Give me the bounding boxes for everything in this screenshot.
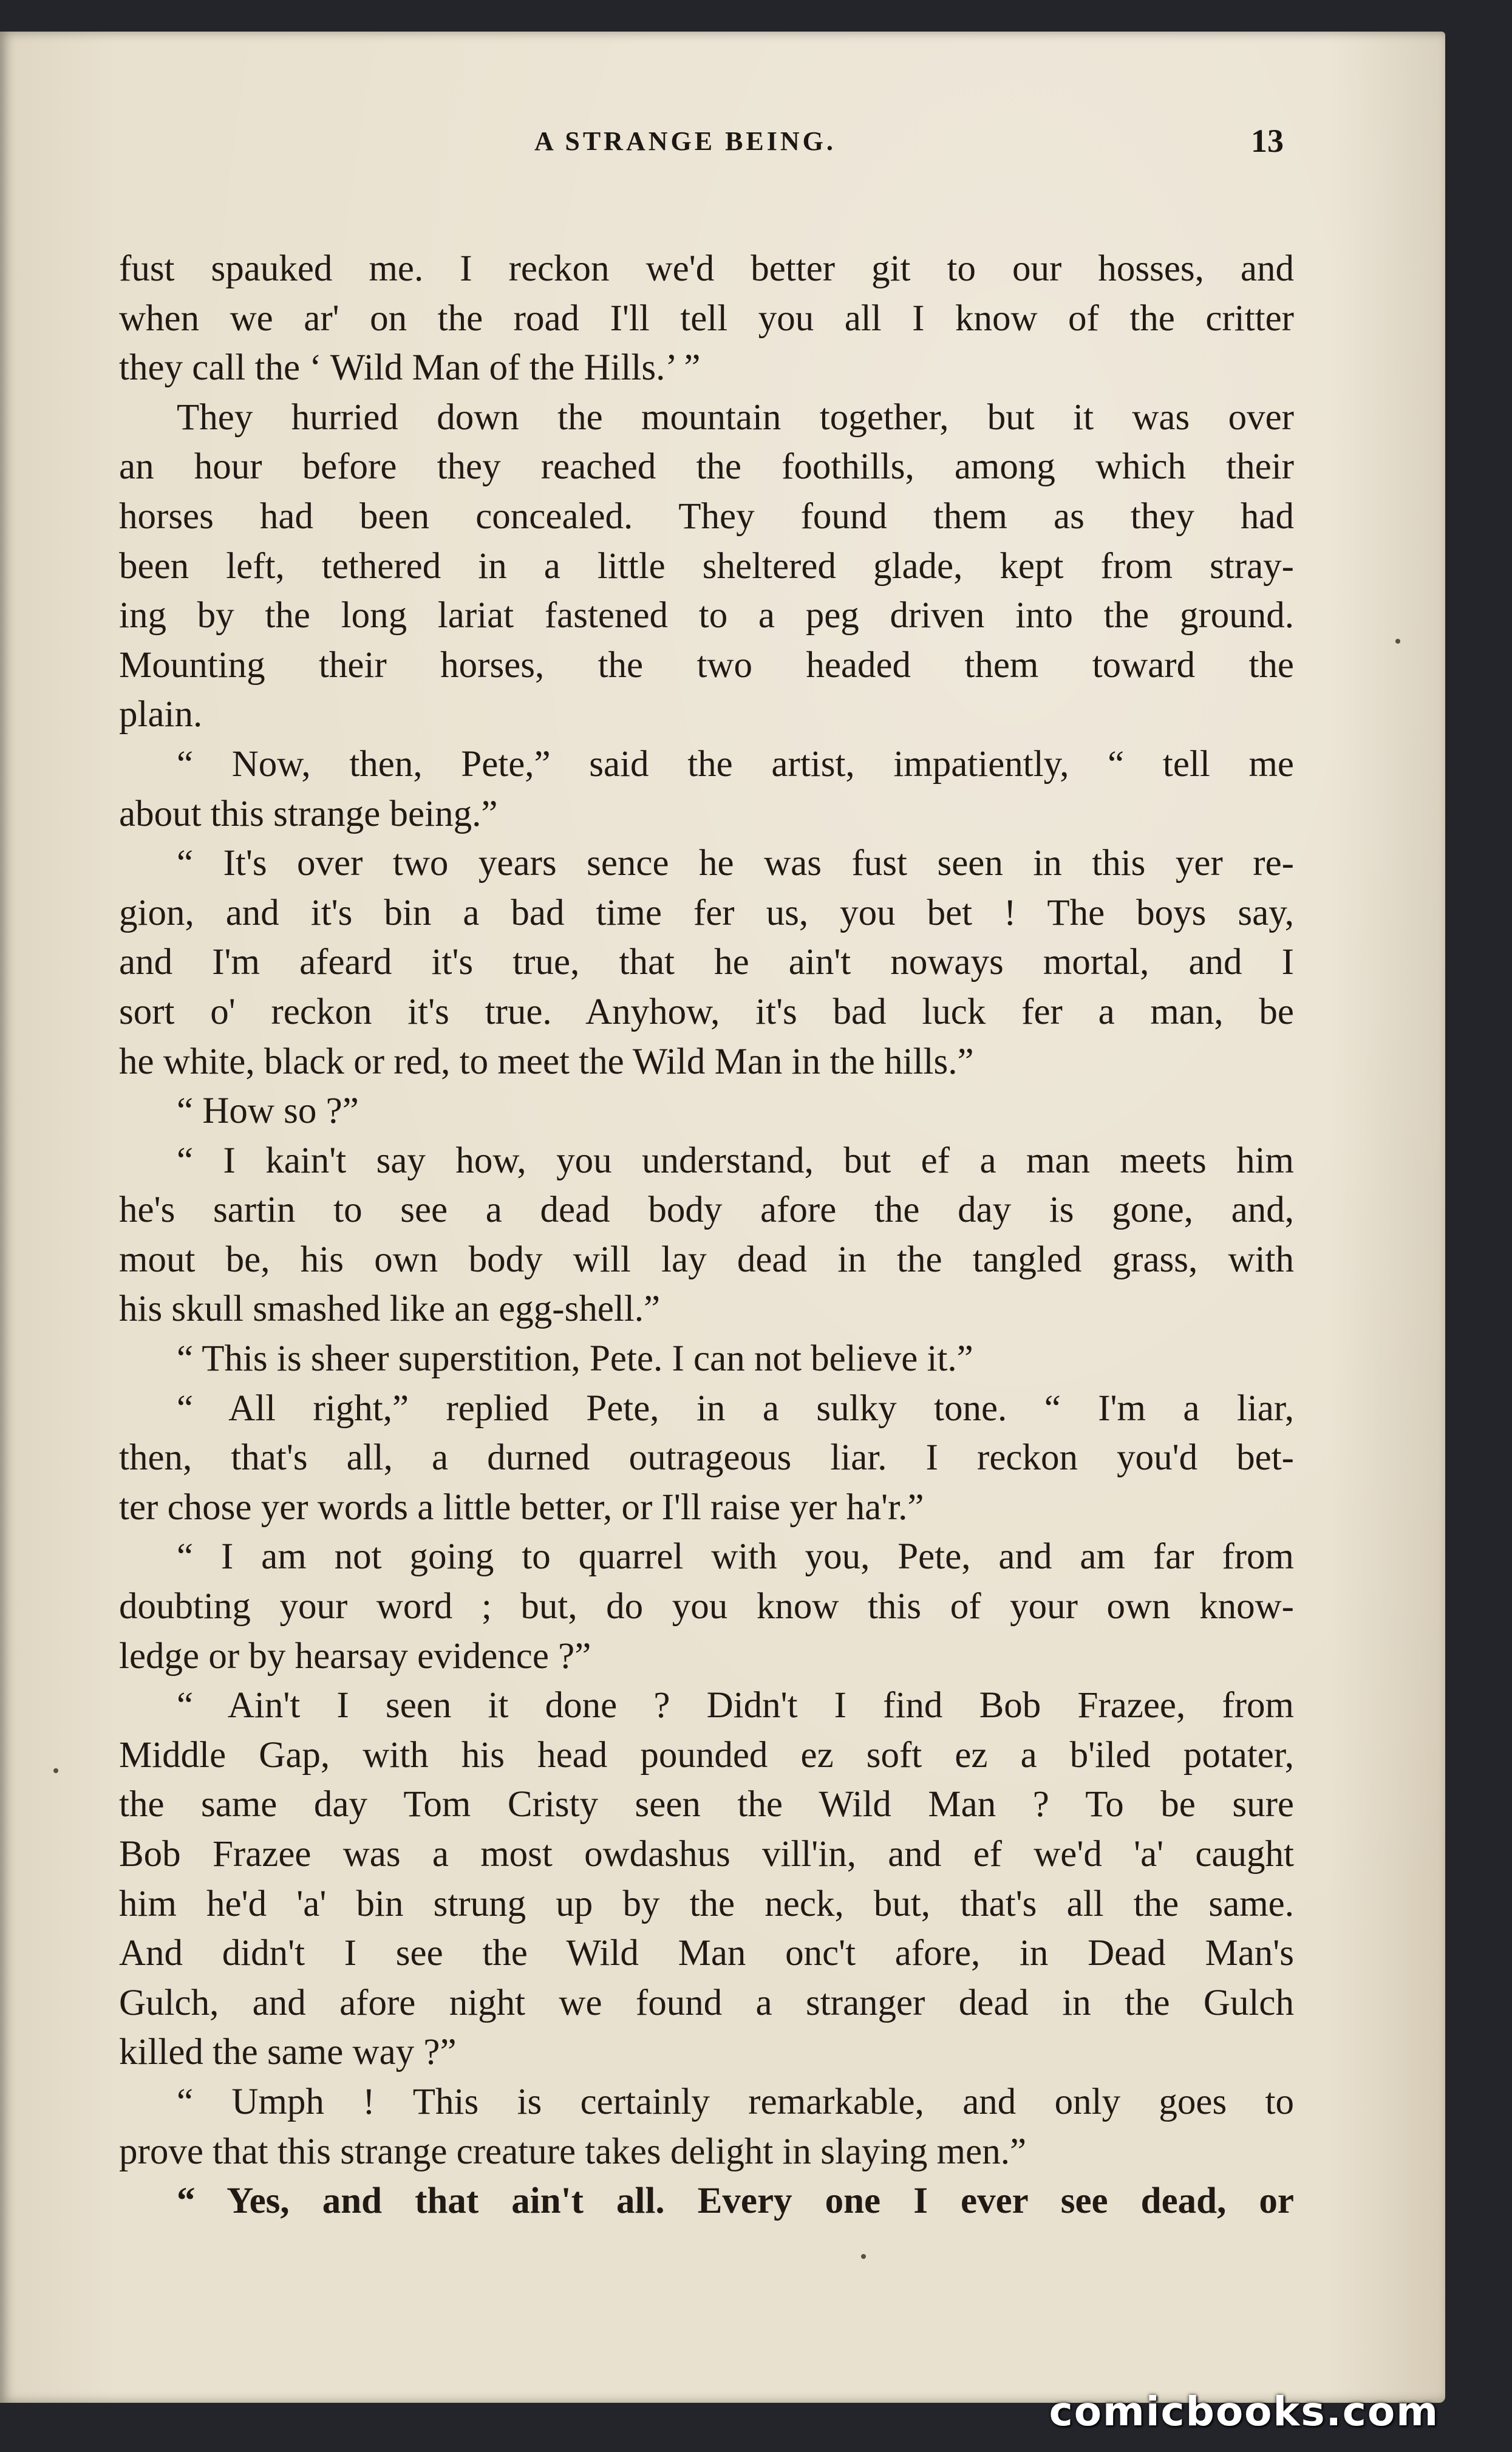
text-line: mout be, his own body will lay dead in the tangled grass, with: [119, 1239, 1294, 1280]
text-line: he white, black or red, to meet the Wild Man in the hills.”: [119, 1041, 974, 1082]
text-line: “ It's over two years sence he was fust seen in this yer re-: [177, 843, 1294, 884]
text-line: prove that this strange creature takes delight in slaying men.”: [119, 2131, 1027, 2172]
text-line: Middle Gap, with his head pounded ez soft ez a b'iled potater,: [119, 1734, 1294, 1776]
text-line: and I'm afeard it's true, that he ain't noways mortal, and I: [119, 942, 1294, 983]
text-line: “ All right,” replied Pete, in a sulky tone. “ I'm a liar,: [177, 1388, 1294, 1429]
text-line: Bob Frazee was a most owdashus vill'in, and ef we'd 'a' caught: [119, 1834, 1294, 1875]
text-line: he's sartin to see a dead body afore the day is gone, and,: [119, 1190, 1294, 1231]
text-line: ter chose yer words a little better, or I'll raise yer ha'r.”: [119, 1487, 924, 1528]
text-line: They hurried down the mountain together, but it was over: [177, 397, 1294, 438]
print-speck: [53, 1768, 58, 1773]
text-line: “ Now, then, Pete,” said the artist, impatiently, “ tell me: [177, 743, 1294, 785]
text-line: him he'd 'a' bin strung up by the neck, but, that's all the same.: [119, 1883, 1294, 1924]
text-line: gion, and it's bin a bad time fer us, you bet ! The boys say,: [119, 892, 1294, 933]
text-line: killed the same way ?”: [119, 2032, 457, 2073]
text-line: then, that's all, a durned outrageous liar. I reckon you'd bet-: [119, 1437, 1294, 1479]
text-line: “ How so ?”: [177, 1091, 359, 1132]
text-line: “ Ain't I seen it done ? Didn't I find Bob Frazee, from: [177, 1685, 1294, 1726]
text-line: doubting your word ; but, do you know this of your own know-: [119, 1586, 1294, 1627]
text-line: plain.: [119, 694, 203, 735]
text-line: Gulch, and afore night we found a stranger dead in the Gulch: [119, 1982, 1294, 2023]
running-header: [0, 123, 1445, 174]
body-text: [119, 244, 1294, 2226]
page-number: 13: [1251, 123, 1284, 159]
text-line: fust spauked me. I reckon we'd better git to our hosses, and: [119, 248, 1294, 289]
text-line: ledge or by hearsay evidence ?”: [119, 1635, 591, 1677]
text-line: horses had been concealed. They found them as they had: [119, 496, 1294, 537]
text-line: “ I am not going to quarrel with you, Pete, and am far from: [177, 1536, 1294, 1578]
running-title: A STRANGE BEING.: [534, 126, 836, 156]
text-line: an hour before they reached the foothills, among which their: [119, 446, 1294, 488]
text-line: And didn't I see the Wild Man onc't afore, in Dead Man's: [119, 1933, 1294, 1974]
text-line: about this strange being.”: [119, 793, 498, 834]
text-line: when we ar' on the road I'll tell you all I know of the critter: [119, 298, 1294, 339]
site-watermark: comicbooks.com: [1049, 2388, 1439, 2435]
book-page: [0, 32, 1445, 2403]
text-line: “ I kain't say how, you understand, but ef a man meets him: [177, 1140, 1294, 1181]
text-line: “ This is sheer superstition, Pete. I can not believe it.”: [177, 1338, 973, 1380]
print-speck: [1395, 639, 1400, 644]
text-line: sort o' reckon it's true. Anyhow, it's bad luck fer a man, be: [119, 991, 1294, 1032]
text-line: “ Yes, and that ain't all. Every one I ever see dead, or: [177, 2181, 1294, 2222]
text-line: “ Umph ! This is certainly remarkable, and only goes to: [177, 2081, 1294, 2122]
text-line: they call the ‘ Wild Man of the Hills.’ ”: [119, 347, 701, 389]
text-line: his skull smashed like an egg-shell.”: [119, 1289, 661, 1330]
text-line: the same day Tom Cristy seen the Wild Man ? To be sure: [119, 1784, 1294, 1825]
text-line: Mounting their horses, the two headed them toward the: [119, 644, 1294, 686]
text-line: ing by the long lariat fastened to a peg driven into the ground.: [119, 595, 1294, 636]
print-speck: [861, 2254, 866, 2259]
text-line: been left, tethered in a little sheltered glade, kept from stray-: [119, 545, 1294, 587]
